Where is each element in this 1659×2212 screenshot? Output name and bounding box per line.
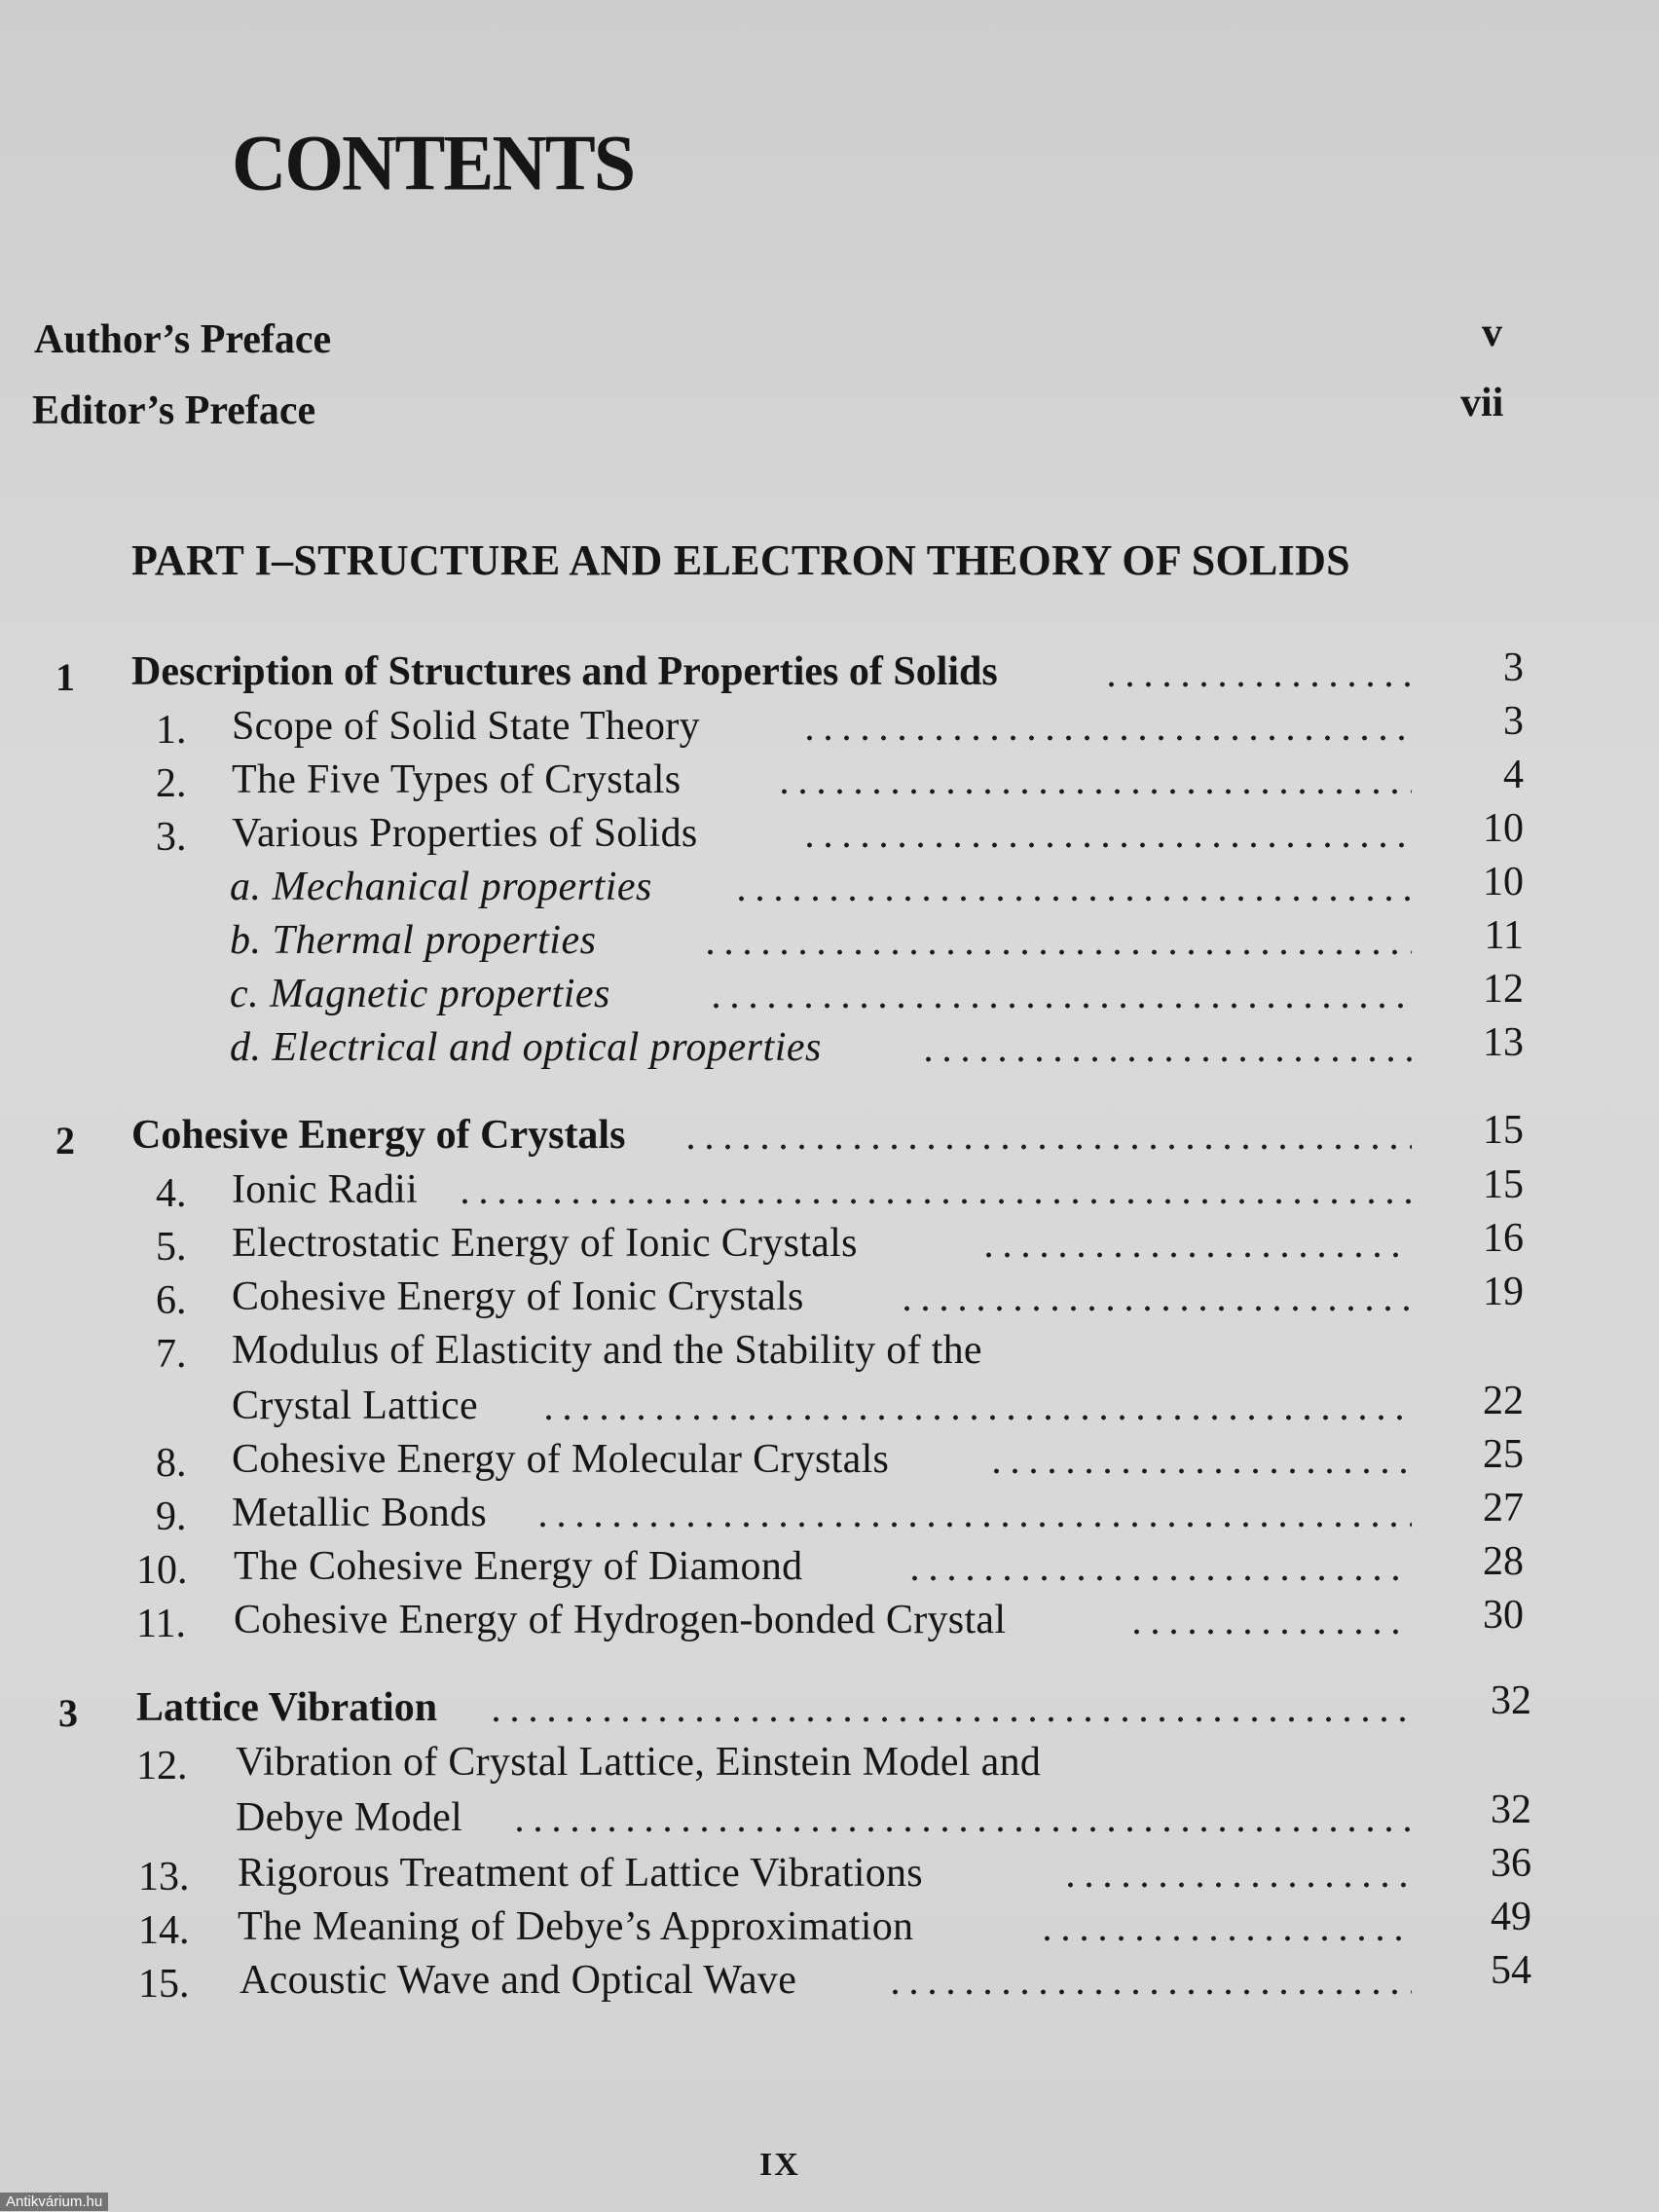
dot-leader — [1127, 1629, 1412, 1635]
dot-leader — [800, 842, 1412, 848]
page-number: 32 — [1491, 1788, 1531, 1832]
section-number: 1. — [156, 708, 187, 753]
section-title: Scope of Solid State Theory — [232, 704, 700, 749]
chapter-title: Description of Structures and Properties of Solids — [131, 649, 998, 694]
page-number: 3 — [1503, 645, 1524, 690]
dot-leader — [800, 735, 1412, 741]
dot-leader — [987, 1468, 1412, 1474]
contents-heading: CONTENTS — [232, 118, 635, 207]
show-through-text — [1207, 19, 1228, 121]
section-number: 10. — [136, 1548, 188, 1593]
page-number: 10 — [1483, 860, 1524, 904]
section-number: 2. — [156, 761, 187, 806]
page-folio: IX — [759, 2147, 800, 2183]
page-number: 22 — [1483, 1379, 1524, 1423]
section-number: 3. — [156, 815, 187, 860]
dot-leader — [510, 1826, 1412, 1832]
page-number: 25 — [1483, 1432, 1524, 1477]
dot-leader — [539, 1415, 1412, 1420]
section-title: Rigorous Treatment of Lattice Vibrations — [238, 1851, 923, 1896]
page-number: 16 — [1483, 1216, 1524, 1261]
dot-leader — [919, 1056, 1412, 1062]
dot-leader — [732, 896, 1412, 902]
front-matter-title: Editor’s Preface — [32, 388, 316, 433]
page-number: 15 — [1483, 1108, 1524, 1153]
section-title: Electrostatic Energy of Ionic Crystals — [232, 1221, 858, 1266]
section-title: Cohesive Energy of Hydrogen-bonded Crystal — [234, 1598, 1007, 1642]
subsection-title: b. Thermal properties — [230, 918, 597, 963]
section-title-continued: Crystal Lattice — [232, 1383, 478, 1428]
section-number: 13. — [138, 1855, 190, 1899]
chapter-title: Lattice Vibration — [136, 1685, 438, 1730]
front-matter-title: Author’s Preface — [34, 317, 332, 362]
section-title: The Cohesive Energy of Diamond — [234, 1544, 803, 1589]
page-number: 10 — [1483, 806, 1524, 851]
dot-leader — [1102, 682, 1412, 687]
dot-leader — [682, 1144, 1412, 1150]
section-number: 9. — [156, 1494, 187, 1539]
dot-leader — [898, 1306, 1412, 1311]
section-number: 12. — [136, 1744, 188, 1788]
subsection-title: d. Electrical and optical properties — [230, 1025, 822, 1070]
section-title: Various Properties of Solids — [232, 811, 698, 856]
section-title: The Meaning of Debye’s Approximation — [238, 1904, 914, 1949]
section-number: 5. — [156, 1225, 187, 1270]
dot-leader — [707, 1003, 1412, 1009]
section-title: Cohesive Energy of Molecular Crystals — [232, 1437, 890, 1482]
section-number: 4. — [156, 1171, 187, 1216]
subsection-title: a. Mechanical properties — [230, 865, 652, 909]
front-matter-page: vii — [1460, 381, 1504, 425]
dot-leader — [456, 1198, 1412, 1204]
page-number: 12 — [1483, 967, 1524, 1012]
section-number: 11. — [136, 1602, 186, 1646]
section-number: 6. — [156, 1278, 187, 1323]
dot-leader — [905, 1575, 1412, 1581]
page-number: 19 — [1483, 1270, 1524, 1314]
dot-leader — [979, 1252, 1412, 1258]
page-number: 4 — [1503, 753, 1524, 797]
page-number: 3 — [1503, 699, 1524, 744]
section-title: Cohesive Energy of Ionic Crystals — [232, 1274, 804, 1319]
section-title-continued: Debye Model — [236, 1795, 463, 1840]
page-number: 15 — [1483, 1162, 1524, 1207]
page-number: 32 — [1491, 1678, 1531, 1723]
section-title: Metallic Bonds — [232, 1491, 488, 1535]
chapter-number: 2 — [55, 1119, 75, 1162]
section-title: The Five Types of Crystals — [232, 757, 682, 802]
section-title: Modulus of Elasticity and the Stability of the — [232, 1328, 982, 1373]
dot-leader — [1061, 1882, 1412, 1888]
dot-leader — [775, 789, 1412, 794]
section-number: 15. — [138, 1962, 190, 2007]
page-number: 13 — [1483, 1020, 1524, 1065]
page-number: 49 — [1491, 1895, 1531, 1939]
page-number: 28 — [1483, 1539, 1524, 1584]
page-number: 54 — [1491, 1948, 1531, 1993]
page-number: 30 — [1483, 1593, 1524, 1638]
page-number: 36 — [1491, 1841, 1531, 1886]
front-matter-page: v — [1482, 311, 1502, 355]
chapter-number: 1 — [55, 655, 75, 699]
chapter-number: 3 — [58, 1691, 78, 1735]
dot-leader — [534, 1522, 1412, 1528]
page-number: 11 — [1484, 913, 1524, 958]
page-number: 27 — [1483, 1486, 1524, 1530]
dot-leader — [886, 1989, 1412, 1995]
dot-leader — [701, 949, 1412, 955]
dot-leader — [487, 1716, 1412, 1722]
chapter-title: Cohesive Energy of Crystals — [131, 1113, 626, 1158]
section-title: Ionic Radii — [232, 1167, 419, 1212]
subsection-title: c. Magnetic properties — [230, 972, 610, 1016]
part-title: PART I–STRUCTURE AND ELECTRON THEORY OF SOLIDS — [131, 536, 1350, 584]
section-title: Acoustic Wave and Optical Wave — [240, 1958, 797, 2003]
section-title: Vibration of Crystal Lattice, Einstein Model and — [236, 1740, 1042, 1785]
dot-leader — [1038, 1936, 1412, 1941]
section-number: 8. — [156, 1441, 187, 1486]
watermark: Antikvárium.hu — [0, 2193, 108, 2211]
section-number: 14. — [138, 1908, 190, 1953]
section-number: 7. — [156, 1332, 187, 1377]
